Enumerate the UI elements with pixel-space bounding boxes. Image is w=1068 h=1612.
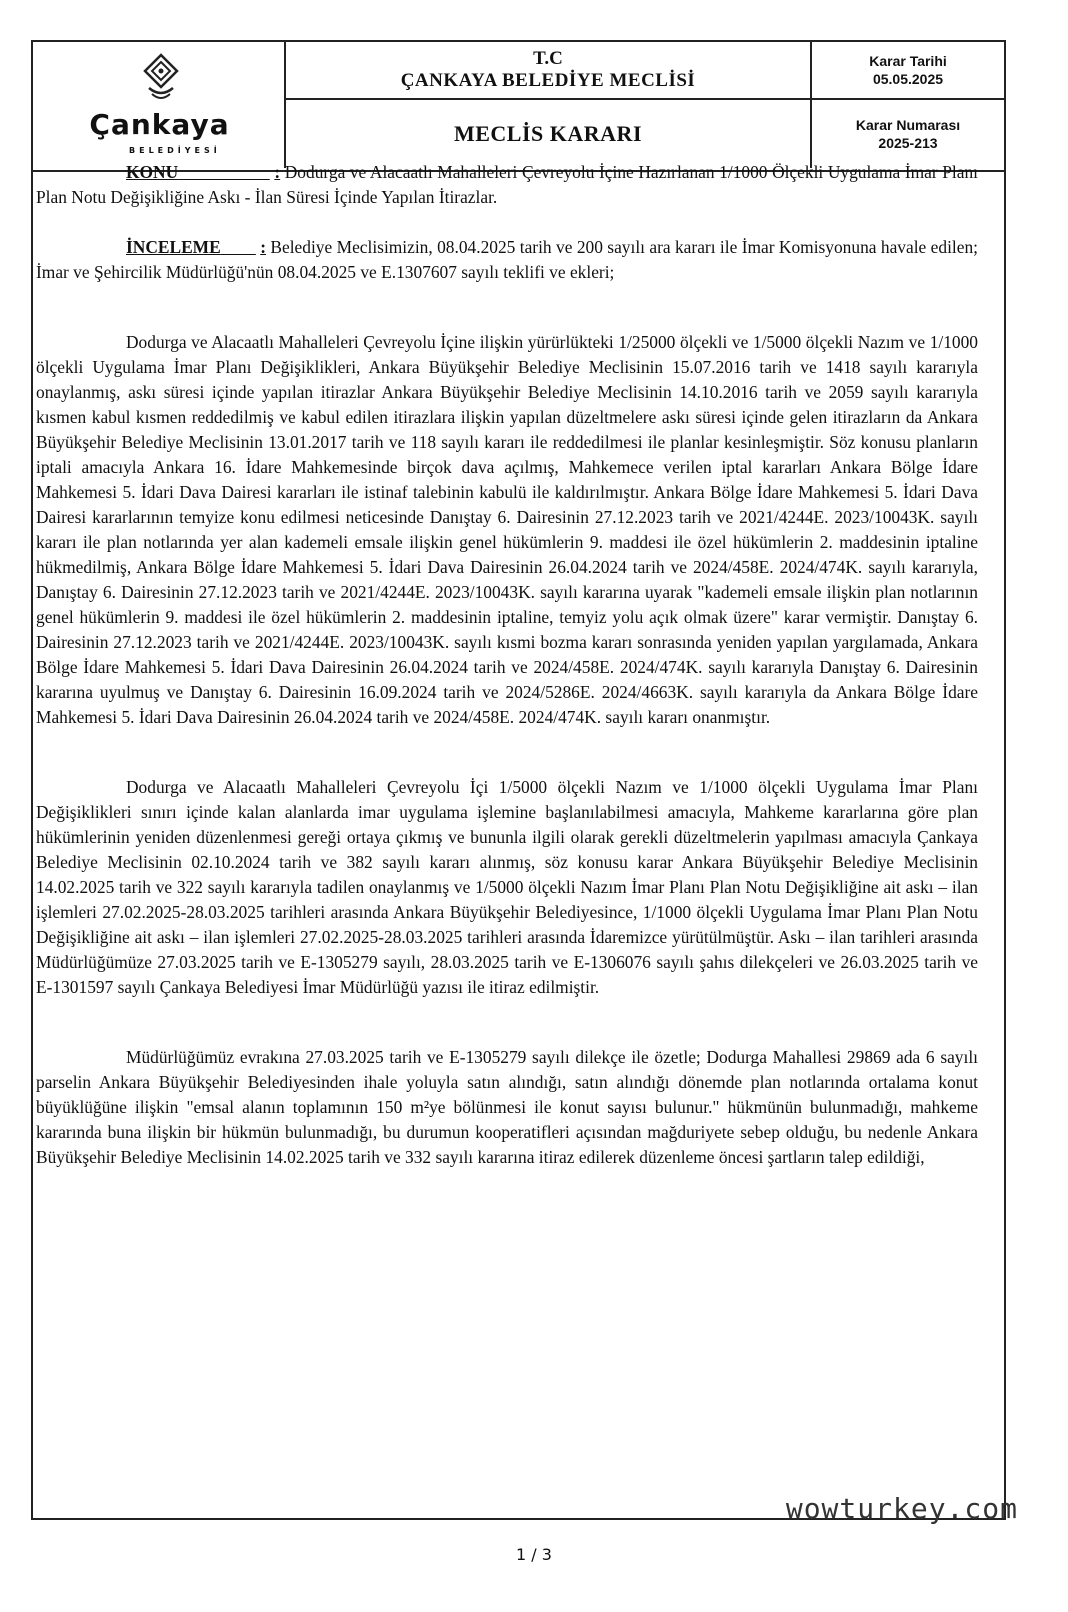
cankaya-emblem-icon — [141, 52, 181, 104]
review-text: Belediye Meclisimizin, 08.04.2025 tarih ve 200 sayılı ara kararı ile İmar Komisyonuna havale edilen; İmar ve Şehircilik Müdürlüğü'nün 08.04.2025 ve E.1307607 sayılı teklifi ve ekleri; — [36, 237, 978, 282]
subject-label: KONU — [126, 162, 179, 182]
logo-wordmark: Çankaya — [89, 108, 230, 141]
decision-date-cell — [812, 42, 1004, 100]
subject-text: Dodurga ve Alacaatlı Mahalleleri Çevreyolu İçine Hazırlanan 1/1000 Ölçekli Uygulama İmar Planı Plan Notu Değişikliğine Askı - İlan Süresi İçinde Yapılan İtirazlar. — [36, 162, 979, 207]
body-paragraph-1: Dodurga ve Alacaatlı Mahalleleri Çevreyolu İçine ilişkin yürürlükteki 1/25000 ölçekli ve 1/5000 ölçekli Nazım ve 1/1000 ölçekli Uygulama İmar Planı Değişiklikleri, Ankara Büyükşehir Belediye Meclisinin 15.07.2016 tarih ve 1418 sayılı kararıyla onaylanmış, askı süresi içinde yapılan itirazlar Ankara Büyükşehir Belediye Meclisinin 14.10.2016 tarih ve 2059 sayılı kararıyla kısmen kabul kısmen reddedilmiş ve kabul edilen itirazlara ilişkin yapılan düzeltmelere askı süresi içinde gelen itirazların da Ankara Büyükşehir Belediye Meclisinin 13.01.2017 tarih ve 118 sayılı kararı ile reddedilmesi ile planlar kesinleşmiştir. Söz konusu planların iptali amacıyla Ankara 16. İdare Mahkemesinde birçok dava açılmış, Mahkemece verilen iptal kararları Ankara Bölge İdare Mahkemesi 5. İdari Dava Dairesi kararları ile istinaf talebinin kabulü ile kaldırılmıştır. Ankara Bölge İdare Mahkemesi 5. İdari Dava Dairesi kararlarının temyize konu edilmesi neticesinde Danıştay 6. Dairesinin 27.12.2023 tarih ve 2021/4244E. 2023/10043K. sayılı kararı ile plan notlarında yer alan kademeli emsale ilişkin genel hükümlerin 9. maddesi ile özel hükümlerin 2. maddesinin iptaline hükmedilmiş, Ankara Bölge İdare Mahkemesi 5. İdari Dava Dairesinin 26.04.2024 tarih ve 2024/458E. 2024/474K. sayılı kararıyla, Danıştay 6. Dairesinin 27.12.2023 tarih ve 2021/4244E. 2023/10043K. sayılı kararına uyarak "kademeli emsale ilişkin plan notlarının genel hükümlerin 9. maddesi ile özel hükümlerin 2. maddesinin iptaline, temyiz yolu açık olmak üzere" karar vermiştir. Danıştay 6. Dairesinin 27.12.2023 tarih ve 2021/4244E. 2023/10043K. sayılı kısmi bozma kararı sonrasında yeniden yapılan yargılamada, Ankara Bölge İdare Mahkemesi 5. İdari Dava Dairesinin 26.04.2024 tarih ve 2024/458E. 2024/474K. sayılı kararıyla Danıştay 6. Dairesinin kararına uyulmuş ve Danıştay 6. Dairesinin 16.09.2024 tarih ve 2024/5286E. 2024/4663K. sayılı kararıyla da Ankara Bölge İdare Mahkemesi 5. İdari Dava Dairesinin 26.04.2024 tarih ve 2024/458E. 2024/474K. sayılı kararı onanmıştır. — [36, 332, 978, 727]
body-paragraph-3: Müdürlüğümüz evrakına 27.03.2025 tarih ve E-1305279 sayılı dilekçe ile özetle; Dodurga Mahallesi 29869 ada 6 sayılı parselin Ankara Büyükşehir Belediyesinden ihale yoluyla satın alındığı, satın alındığı dönemde plan notlarında ortalama konut büyüklüğüne ilişkin "emsal alanın toplamının 150 m²ye bölünmesi ile konut sayısı bulunur." hükmünün bulunmadığı, mahkeme kararında buna ilişkin bir hükmün bulunmadığı, bu durumun kooperatifleri açısından mağduriyete sebep olduğu, bu nedenle Ankara Büyükşehir Belediye Meclisinin 14.02.2025 tarih ve 332 sayılı kararına itiraz edilerek düzenleme öncesi şartların talep edildiği, — [36, 1047, 978, 1167]
council-name: ÇANKAYA BELEDİYE MECLİSİ — [400, 70, 696, 91]
watermark: wowturkey.com — [785, 1492, 1018, 1525]
review-label: İNCELEME — [126, 237, 221, 257]
document-title: MECLİS KARARI — [453, 121, 643, 146]
subject-paragraph — [36, 160, 978, 210]
logo-cell — [33, 42, 286, 168]
review-paragraph — [36, 235, 978, 285]
document-body — [36, 160, 978, 1170]
decision-number-label: Karar Numarası — [855, 117, 961, 133]
document-header — [33, 42, 1004, 172]
decision-date-value: 05.05.2025 — [872, 71, 944, 87]
decision-cell — [286, 100, 812, 168]
page-number: 1 / 3 — [516, 1545, 552, 1564]
decision-date-label: Karar Tarihi — [869, 53, 947, 69]
body-paragraph-2: Dodurga ve Alacaatlı Mahalleleri Çevreyolu İçi 1/5000 ölçekli Nazım ve 1/1000 ölçekli Uygulama İmar Planı Değişiklikleri sınırı içinde kalan alanlarda imar uygulama işlemine başlanılabilmesi amacıyla, Mahkeme kararlarına göre plan hükümlerinin yeniden düzenlenmesi gereği ortaya çıkmış ve bununla ilgili olarak gerekli düzeltmelerin yapılması amacıyla Çankaya Belediye Meclisinin 02.10.2024 tarih ve 382 sayılı kararı alınmış, söz konusu karar Ankara Büyükşehir Belediye Meclisinin 14.02.2025 tarih ve 322 sayılı kararıyla tadilen onaylanmış ve 1/5000 ölçekli Nazım İmar Planı Plan Notu Değişikliğine ait askı – ilan işlemleri 27.02.2025-28.03.2025 tarihleri arasında Ankara Büyükşehir Belediyesince, 1/1000 ölçekli Uygulama İmar Planı Plan Notu Değişikliğine ait askı – ilan işlemleri 27.02.2025-28.03.2025 tarihleri arasında İdaremizce yürütülmüştür. Askı – ilan tarihleri arasında Müdürlüğümüze 27.03.2025 tarih ve E-1305279 sayılı, 28.03.2025 tarih ve E-1306076 sayılı şahıs dilekçeleri ve 26.03.2025 tarih ve E-1301597 sayılı Çankaya Belediyesi İmar Müdürlüğü yazısı ile itiraz edilmiştir. — [36, 777, 978, 997]
decision-number-cell — [812, 100, 1004, 168]
review-separator: : — [260, 237, 267, 257]
title-cell — [286, 42, 812, 100]
decision-number-value: 2025-213 — [878, 135, 938, 151]
logo-subtitle: BELEDİYESİ — [129, 146, 221, 155]
subject-separator: : — [274, 162, 281, 182]
state-abbrev: T.C — [533, 48, 563, 69]
